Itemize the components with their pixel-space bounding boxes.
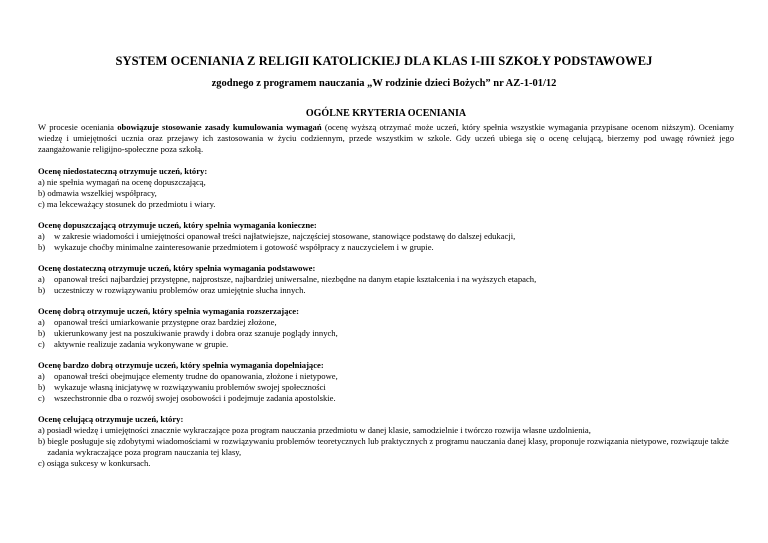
list-marker: a) <box>38 274 45 284</box>
list-item-text: wykazuje własną inicjatywę w rozwiązywaniu problemów swojej społeczności <box>54 382 326 392</box>
grade-heading: Ocenę dobrą otrzymuje uczeń, który spełnia wymagania rozszerzające: <box>38 306 299 316</box>
list-item-text: osiąga sukcesy w konkursach. <box>46 458 151 468</box>
grade-heading: Ocenę dostateczną otrzymuje uczeń, który spełnia wymagania podstawowe: <box>38 263 316 273</box>
grade-block-sufficient <box>38 220 734 253</box>
list-item-text: posiadł wiedzę i umiejętności znacznie wykraczające poza program nauczania przedmiotu w danej klasie, samodzielnie i twórczo rozwija własne uzdolnienia, <box>46 425 591 435</box>
grade-block-very-good <box>38 360 734 404</box>
document-content <box>38 108 734 479</box>
list-marker: a) <box>38 425 47 435</box>
list-item-text: uczestniczy w rozwiązywaniu problemów oraz umiejętnie słucha innych. <box>54 285 306 295</box>
list-item-text: biegle posługuje się zdobytymi wiadomościami w rozwiązywaniu problemów teoretycznych lub praktycznych z programu nauczania danej klasy, proponuje rozwiązania nietypowe, rozwiązuje także zadania wykraczające poza program nauczania tej klasy, <box>47 436 729 457</box>
intro-text-1: W procesie oceniania <box>38 122 118 132</box>
list-item <box>38 285 734 296</box>
list-marker: b) <box>38 328 46 338</box>
intro-bold-text: obowiązuje stosowanie zasady kumulowania wymagań <box>117 122 322 132</box>
grade-block-insufficient <box>38 166 734 210</box>
list-marker: c) <box>38 458 47 468</box>
list-item <box>38 339 734 350</box>
list-item <box>38 199 734 210</box>
list-marker: b) <box>38 382 46 392</box>
list-item-text: w zakresie wiadomości i umiejętności opanował treści najłatwiejsze, najczęściej stosowane, stanowiące podstawę do dalszej edukacji, <box>54 231 516 241</box>
list-marker: c) <box>38 393 45 403</box>
list-item <box>38 188 734 199</box>
grade-heading: Ocenę dopuszczającą otrzymuje uczeń, który spełnia wymagania konieczne: <box>38 220 317 230</box>
list-marker: a) <box>38 317 45 327</box>
grade-block-excellent <box>38 414 734 469</box>
grade-heading: Ocenę bardzo dobrą otrzymuje uczeń, który spełnia wymagania dopełniające: <box>38 360 324 370</box>
grade-heading: Ocenę niedostateczną otrzymuje uczeń, który: <box>38 166 208 176</box>
document-title: SYSTEM OCENIANIA Z RELIGII KATOLICKIEJ DLA KLAS I-III SZKOŁY PODSTAWOWEJ <box>115 54 653 68</box>
list-item-text: wszechstronnie dba o rozwój swojej osobowości i podejmuje zadania apostolskie. <box>54 393 336 403</box>
list-item-text: ma lekceważący stosunek do przedmiotu i wiary. <box>46 199 216 209</box>
list-item <box>38 317 734 328</box>
list-marker: b) <box>38 188 48 198</box>
intro-paragraph <box>38 122 734 155</box>
list-item <box>38 425 734 436</box>
list-item <box>38 382 734 393</box>
section-heading: OGÓLNE KRYTERIA OCENIANIA <box>305 108 467 119</box>
list-marker: a) <box>38 177 47 187</box>
list-marker: c) <box>38 199 47 209</box>
list-item <box>38 231 734 242</box>
list-item <box>38 371 734 382</box>
list-item <box>38 242 734 253</box>
list-item-text: nie spełnia wymagań na ocenę dopuszczającą, <box>46 177 206 187</box>
list-marker: b) <box>38 285 46 295</box>
list-item-text: wykazuje choćby minimalne zainteresowanie przedmiotem i gotowość współpracy z nauczycielem i w grupie. <box>54 242 434 252</box>
list-item <box>38 458 734 469</box>
list-item-text: aktywnie realizuje zadania wykonywane w grupie. <box>54 339 229 349</box>
list-item-text: opanował treści umiarkowanie przystępne oraz bardziej złożone, <box>54 317 277 327</box>
list-item <box>38 274 734 285</box>
document-subtitle: zgodnego z programem nauczania „W rodzinie dzieci Bożych” nr AZ-1-01/12 <box>211 78 557 89</box>
list-marker: b) <box>38 242 46 252</box>
grade-block-satisfactory <box>38 263 734 296</box>
list-marker: c) <box>38 339 45 349</box>
list-item <box>38 393 734 404</box>
list-item-text: opanował treści najbardziej przystępne, najprostsze, najbardziej uniwersalne, niezbędne na danym etapie kształcenia i na wyższych etapach, <box>54 274 537 284</box>
grade-block-good <box>38 306 734 350</box>
list-marker: b) <box>38 436 48 446</box>
list-item-text: odmawia wszelkiej współpracy, <box>47 188 157 198</box>
list-item-text: opanował treści obejmujące elementy trudne do opanowania, złożone i nietypowe, <box>54 371 338 381</box>
list-marker: a) <box>38 371 45 381</box>
list-item <box>38 328 734 339</box>
intro-text-2: (ocenę wyższą otrzymać może uczeń, który spełnia wszystkie wymagania przypisane ocenom niższym). Oceniamy wiedzę i umiejętności ucznia oraz przejawy ich zastosowania w życiu codziennym, przede wszystkim w szkole. Gdy uczeń ubiega się o ocenę celującą, bierzemy pod uwagę również jego zaangażowanie religijno-społeczne poza szkołą. <box>38 122 734 154</box>
grade-heading: Ocenę celującą otrzymuje uczeń, który: <box>38 414 184 424</box>
list-marker: a) <box>38 231 45 241</box>
list-item-text: ukierunkowany jest na poszukiwanie prawdy i dobra oraz szanuje poglądy innych, <box>54 328 338 338</box>
list-item <box>38 177 734 188</box>
list-item <box>38 436 734 458</box>
